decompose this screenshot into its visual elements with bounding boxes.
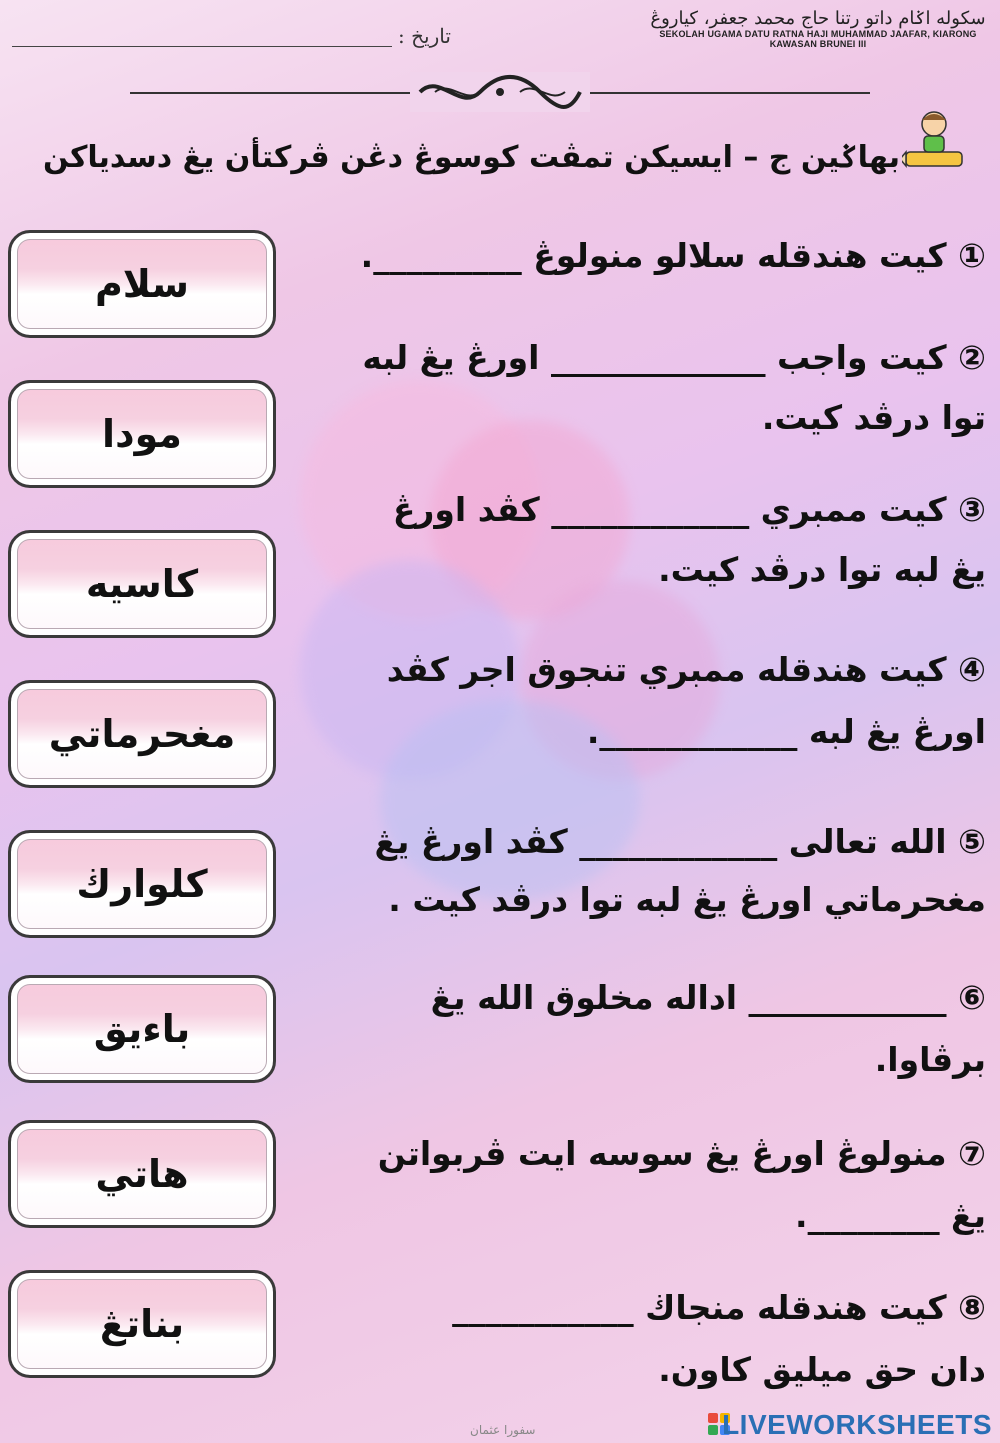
date-input-line[interactable] (12, 46, 392, 47)
author-credit: سفورا عثمان (470, 1423, 536, 1437)
question-7-line-2[interactable]: يڠ ________. (795, 1196, 986, 1235)
question-8-line-1[interactable]: ⑧ کيت هندقله منجاڬ ___________ (452, 1288, 986, 1327)
school-name-line1: SEKOLAH UGAMA DATU RATNA HAJI MUHAMMAD JAAFAR, KIARONG (659, 29, 977, 39)
question-1-line-1[interactable]: ① کيت هندقله سلالو منولوڠ _________. (360, 236, 986, 275)
liveworksheets-brand[interactable]: LIVEWORKSHEETS (722, 1409, 992, 1440)
word-card-baik[interactable] (8, 975, 276, 1083)
word-card-kasih[interactable] (8, 530, 276, 638)
date-label: تاريخ : (398, 24, 451, 48)
word-card-hati[interactable] (8, 1120, 276, 1228)
word-label: باءيق (93, 1007, 191, 1051)
instruction-text: بهاݢين ج – ايسيکن تمڤت کوسوڠ دڠن ڤرکتأن يڠ دسدياکن (42, 140, 900, 175)
school-logo (648, 8, 988, 49)
ornament-divider-icon (410, 72, 590, 112)
question-3-line-1[interactable]: ③ کيت ممبري ____________ کڤد اورڠ (392, 490, 986, 529)
question-6-line-1[interactable]: ⑥ ____________ اداله مخلوق الله يڠ (430, 978, 986, 1017)
question-7-line-1: ⑦ منولوڠ اورڠ يڠ سوسه ايت ڤربواتن (377, 1134, 986, 1173)
school-name-line2: KAWASAN BRUNEI III (769, 39, 867, 49)
question-6-line-2: برڤاوا. (874, 1040, 986, 1079)
question-5-line-1[interactable]: ⑤ الله تعالى ____________ کڤد اورڠ يڠ (374, 822, 986, 861)
word-label: بناتڠ (99, 1302, 185, 1346)
word-label: هاتي (95, 1152, 189, 1196)
question-3-line-2: يڠ لبه توا درڤد کيت. (658, 550, 986, 589)
word-label: کلوارڬ (76, 862, 208, 906)
question-2-line-1[interactable]: ② کيت واجب _____________ اورڠ يڠ لبه (362, 338, 986, 377)
word-label: کاسيه (85, 562, 199, 606)
question-4-line-1: ④ کيت هندقله ممبري تنجوق اجر کڤد (386, 650, 986, 689)
word-card-menghormati[interactable] (8, 680, 276, 788)
word-card-muda[interactable] (8, 380, 276, 488)
word-label: مودا (102, 412, 182, 456)
question-2-line-2: توا درڤد کيت. (761, 398, 986, 437)
school-name-jawi: سکوله اݢام داتو رتنا حاج محمد جعفر، کياروڠ (650, 8, 986, 29)
question-4-line-2[interactable]: اورڠ يڠ لبه ____________. (586, 712, 986, 751)
word-label: مغحرماتي (48, 712, 236, 756)
question-8-line-2: دان حق ميليق کاون. (658, 1350, 986, 1389)
word-label: سلام (94, 262, 190, 306)
word-card-salam[interactable] (8, 230, 276, 338)
kid-on-pencil-icon (902, 108, 966, 178)
question-5-line-2: مغحرماتي اورڠ يڠ لبه توا درڤد کيت . (388, 880, 986, 919)
word-card-keluarga[interactable] (8, 830, 276, 938)
word-card-binatang[interactable] (8, 1270, 276, 1378)
